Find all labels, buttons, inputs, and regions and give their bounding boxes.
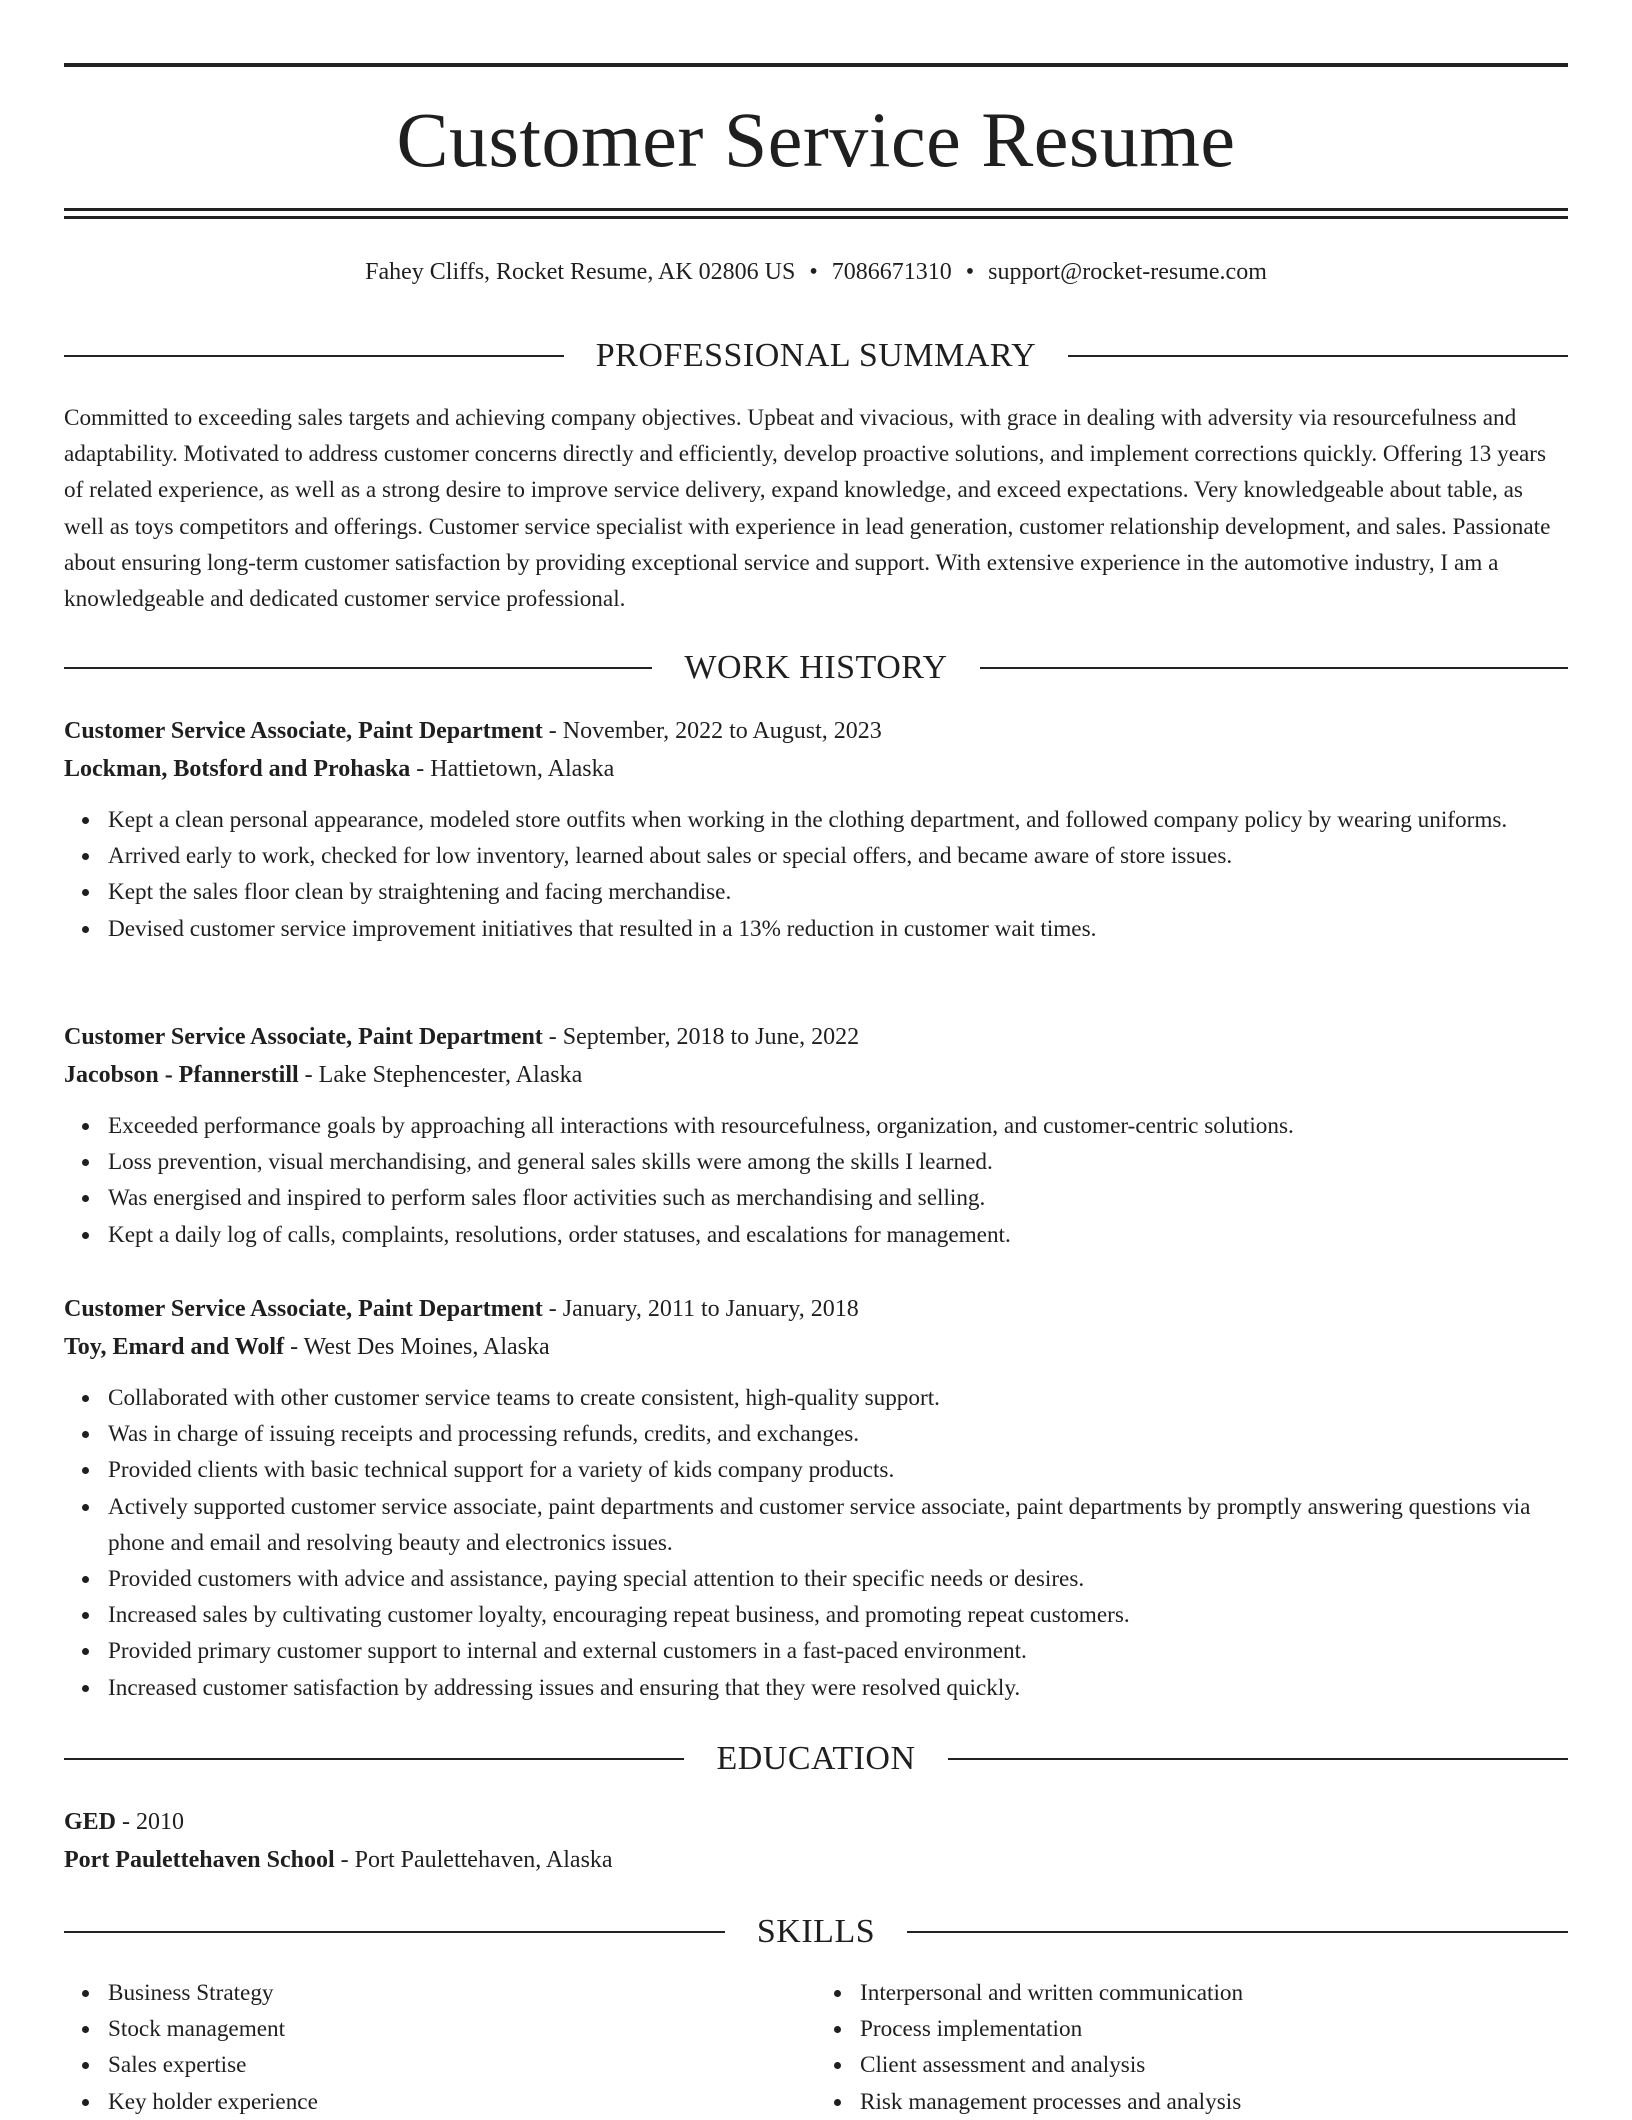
section-title: WORK HISTORY — [684, 649, 948, 686]
list-item: Devised customer service improvement initiatives that resulted in a 13% reduction in customer wait times. — [108, 911, 1568, 947]
education-degree: GED — [64, 1809, 117, 1835]
list-item: Stock management — [108, 2011, 816, 2047]
list-item: Provided clients with basic technical support for a variety of kids company products. — [108, 1452, 1568, 1488]
list-item: Was energised and inspired to perform sales floor activities such as merchandising and selling. — [108, 1180, 1568, 1216]
section-rule — [980, 667, 1568, 669]
section-header-work-history — [64, 648, 1568, 688]
contact-phone: 7086671310 — [831, 259, 952, 285]
list-item: Exceeded performance goals by approaching all interactions with resourcefulness, organization, and customer-centric solutions. — [108, 1108, 1568, 1144]
top-rule — [64, 63, 1568, 67]
resume-title: Customer Service Resume — [396, 96, 1236, 183]
section-rule — [64, 1931, 725, 1933]
education-location: - Port Paulettehaven, Alaska — [334, 1847, 613, 1873]
skills-columns — [64, 1975, 1568, 2120]
job-company-line — [64, 750, 1568, 788]
title-rule-lower — [64, 216, 1568, 219]
contact-email: support@rocket-resume.com — [988, 259, 1267, 285]
job-title: Customer Service Associate, Paint Department — [64, 1296, 543, 1322]
section-title: PROFESSIONAL SUMMARY — [595, 337, 1037, 374]
job-title: Customer Service Associate, Paint Department — [64, 1024, 543, 1050]
education-year: - 2010 — [116, 1809, 185, 1835]
section-rule — [1068, 355, 1568, 357]
job-company: Jacobson - Pfannerstill — [64, 1062, 299, 1088]
list-item: Kept a daily log of calls, complaints, resolutions, order statuses, and escalations for management. — [108, 1217, 1568, 1253]
summary-paragraph: Committed to exceeding sales targets and achieving company objectives. Upbeat and vivacious, with grace in dealing with adversity via resourcefulness and adaptability. Motivated to address customer concerns directly and efficiently, develop proactive solutions, and implement corrections quickly. Offering 13 years of related experience, as well as a strong desire to improve service delivery, expand knowledge, and exceed expectations. Very knowledgeable about table, as well as toys competitors and offerings. Customer service specialist with experience in lead generation, customer relationship development, and sales. Passionate about ensuring long-term customer satisfaction by providing exceptional service and support. With extensive experience in the automotive industry, I am a knowledgeable and dedicated customer service professional. — [64, 405, 1551, 613]
skills-list-left — [64, 1975, 816, 2120]
list-item: Kept a clean personal appearance, modeled store outfits when working in the clothing department, and followed company policy by wearing uniforms. — [108, 802, 1568, 838]
section-title: SKILLS — [756, 1913, 876, 1950]
job-title-line — [64, 1018, 1568, 1056]
list-item: Client assessment and analysis — [860, 2047, 1568, 2083]
job-bullets — [64, 802, 1568, 947]
section-rule — [64, 355, 564, 357]
job-location: - West Des Moines, Alaska — [284, 1334, 550, 1360]
job-dates: - November, 2022 to August, 2023 — [542, 718, 882, 744]
list-item: Sales expertise — [108, 2047, 816, 2083]
list-item: Actively supported customer service associate, paint departments and customer service associate, paint departments by promptly answering questions via phone and email and resolving beauty and electronics issues. — [108, 1489, 1568, 1561]
list-item: Collaborated with other customer service teams to create consistent, high-quality support. — [108, 1380, 1568, 1416]
section-header-summary — [64, 336, 1568, 376]
list-item: Risk management processes and analysis — [860, 2084, 1568, 2120]
list-item: Was in charge of issuing receipts and processing refunds, credits, and exchanges. — [108, 1416, 1568, 1452]
list-item: Business Strategy — [108, 1975, 816, 2011]
list-item: Key holder experience — [108, 2084, 816, 2120]
job-company-line — [64, 1328, 1568, 1366]
job-bullets — [64, 1380, 1568, 1706]
list-item: Provided customers with advice and assistance, paying special attention to their specific needs or desires. — [108, 1561, 1568, 1597]
education-school: Port Paulettehaven School — [64, 1847, 335, 1873]
job-entry — [64, 712, 1568, 947]
section-rule — [948, 1758, 1568, 1760]
education-school-line — [64, 1841, 1568, 1879]
list-item: Process implementation — [860, 2011, 1568, 2047]
list-item: Kept the sales floor clean by straightening and facing merchandise. — [108, 874, 1568, 910]
job-company-line — [64, 1056, 1568, 1094]
education-entry — [64, 1803, 1568, 1879]
list-item: Interpersonal and written communication — [860, 1975, 1568, 2011]
job-dates: - January, 2011 to January, 2018 — [542, 1296, 859, 1322]
job-location: - Hattietown, Alaska — [410, 756, 615, 782]
job-location: - Lake Stephencester, Alaska — [298, 1062, 583, 1088]
section-rule — [64, 667, 652, 669]
job-title: Customer Service Associate, Paint Department — [64, 718, 543, 744]
section-header-skills — [64, 1912, 1568, 1952]
list-item: Increased sales by cultivating customer loyalty, encouraging repeat business, and promoting repeat customers. — [108, 1597, 1568, 1633]
list-item: Loss prevention, visual merchandising, and general sales skills were among the skills I learned. — [108, 1144, 1568, 1180]
title-rule-upper — [64, 208, 1568, 211]
section-header-education — [64, 1739, 1568, 1779]
list-item: Provided primary customer support to internal and external customers in a fast-paced environment. — [108, 1633, 1568, 1669]
job-title-line — [64, 712, 1568, 750]
job-company: Toy, Emard and Wolf — [64, 1334, 285, 1360]
list-item: Increased customer satisfaction by addressing issues and ensuring that they were resolved quickly. — [108, 1670, 1568, 1706]
contact-separator: • — [809, 259, 818, 285]
section-rule — [907, 1931, 1568, 1933]
job-company: Lockman, Botsford and Prohaska — [64, 756, 411, 782]
section-rule — [64, 1758, 684, 1760]
job-entry — [64, 1290, 1568, 1706]
education-degree-line — [64, 1803, 1568, 1841]
job-title-line — [64, 1290, 1568, 1328]
job-bullets — [64, 1108, 1568, 1253]
section-title: EDUCATION — [716, 1740, 916, 1777]
contact-separator: • — [965, 259, 975, 285]
list-item: Arrived early to work, checked for low inventory, learned about sales or special offers, and became aware of store issues. — [108, 838, 1568, 874]
contact-line — [64, 256, 1568, 288]
skills-list-right — [816, 1975, 1568, 2120]
job-dates: - September, 2018 to June, 2022 — [542, 1024, 860, 1050]
contact-address: Fahey Cliffs, Rocket Resume, AK 02806 US — [365, 259, 796, 285]
job-entry — [64, 1018, 1568, 1253]
